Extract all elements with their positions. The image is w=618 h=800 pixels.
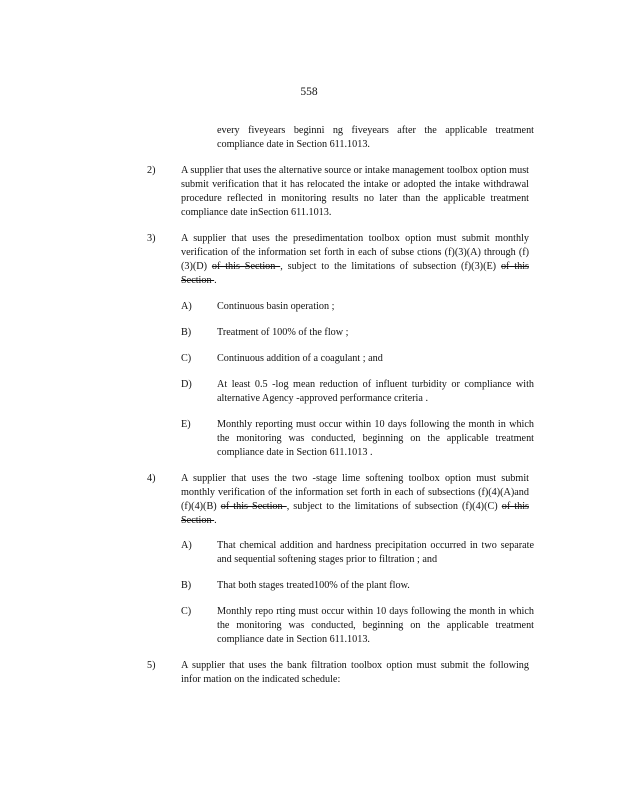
item-3-sub-number: C)	[181, 353, 192, 364]
item-3-sub-number: B)	[181, 327, 192, 338]
item-3-sub-number: D)	[181, 379, 192, 390]
item-2-paragraph: A supplier that uses the alternative source or intake management toolbox option must submit verification that it has relocated the intake or adopted the intake withdrawal procedure reflected in monitoring results no later than the applicable treatment compliance date inSection 611.1013.	[181, 165, 529, 218]
item-3-sub-text: Continuous basin operation ;	[217, 301, 335, 312]
item-4-sub-number: B)	[181, 580, 192, 591]
item-4-sub-number: A)	[181, 540, 192, 551]
item-4-sub-text: Monthly repo rting must occur within 10 days following the month in which the monitoring was conducted, beginning on the applicable treatment compliance date in Section 611.1013.	[217, 606, 534, 645]
item-5-paragraph: A supplier that uses the bank filtration toolbox option must submit the following infor mation on the indicated schedule:	[181, 660, 529, 685]
item-4-text-part: , subject to the limitations of subsection (f)(4)(C)	[286, 501, 502, 512]
item-4-paragraph	[181, 472, 529, 528]
item-3-sub-number: E)	[181, 419, 191, 430]
item-4-text-part: .	[214, 515, 217, 526]
item-3-paragraph	[181, 232, 529, 288]
item-5-number: 5)	[147, 660, 156, 671]
item-3-sub-number: A)	[181, 301, 192, 312]
item-4-sub-number: C)	[181, 606, 192, 617]
item-3-text-part: A supplier that uses the presedimentation toolbox option must submit monthly verification of the information set forth in each of subse ctions (f)(3)(A) through (f)(3)(D)	[181, 233, 529, 272]
item-4-text-part: A supplier that uses the two -stage lime softening toolbox option must submit monthly verification of the information set forth in each of subsections (f)(4)(A)and (f)(4)(B)	[181, 473, 529, 512]
item-4-sub-text: That both stages treated100% of the plant flow.	[217, 580, 410, 591]
item-3-number: 3)	[147, 233, 156, 244]
item-4-struck-text: of this Section	[220, 501, 287, 512]
item-3-sub-text: Treatment of 100% of the flow ;	[217, 327, 349, 338]
item-4-number: 4)	[147, 473, 156, 484]
item-3-struck-text: of this Section	[211, 261, 281, 272]
item-3-struck-text: of this Section	[181, 261, 529, 286]
item-3-sub-text: Monthly reporting must occur within 10 days following the month in which the monitoring was conducted, beginning on the applicable treatment compliance date in Section 611.1013 .	[217, 419, 534, 458]
continuation-paragraph: every fiveyears beginni ng fiveyears after the applicable treatment compliance date in Section 611.1013.	[217, 125, 534, 150]
item-3-sub-text: At least 0.5 -log mean reduction of influent turbidity or compliance with alternative Agency -approved performance criteria .	[217, 379, 534, 404]
page-number: 558	[300, 86, 318, 98]
item-4-struck-text: of this Section	[181, 501, 529, 526]
item-4-sub-text: That chemical addition and hardness precipitation occurred in two separate and sequential softening stages prior to filtration ; and	[217, 540, 534, 565]
item-3-text-part: .	[214, 275, 217, 286]
item-3-text-part: , subject to the limitations of subsection (f)(3)(E)	[280, 261, 501, 272]
item-3-sub-text: Continuous addition of a coagulant ; and	[217, 353, 383, 364]
item-2-number: 2)	[147, 165, 156, 176]
